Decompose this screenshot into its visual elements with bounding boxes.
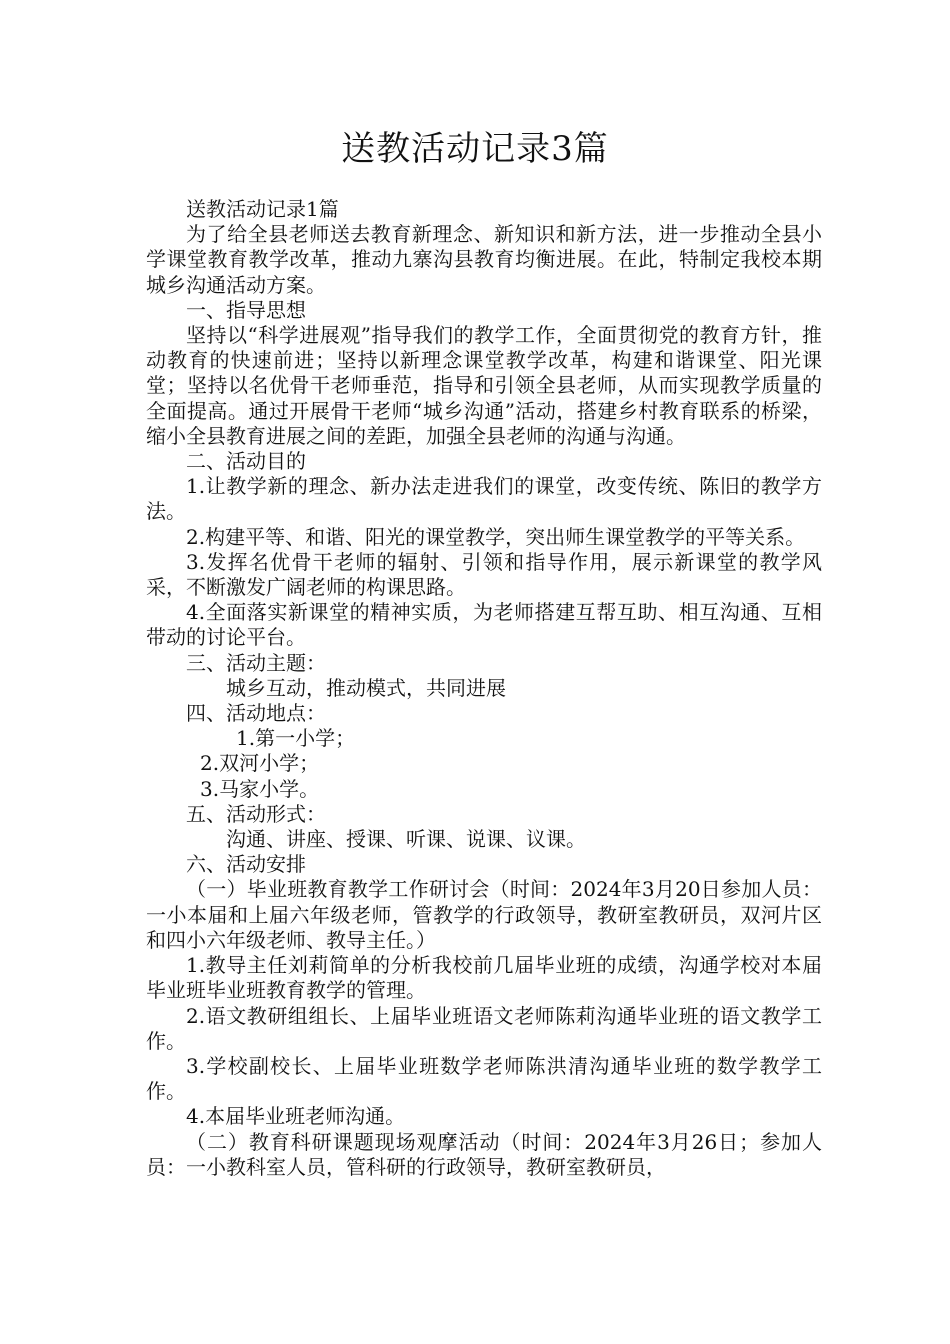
purpose-item: 1.让教学新的理念、新办法走进我们的课堂，改变传统、陈旧的教学方法。 [146, 474, 822, 524]
schedule-item: 3.学校副校长、上届毕业班数学老师陈洪清沟通毕业班的数学教学工作。 [146, 1053, 822, 1104]
schedule-part-two: （二）教育科研课题现场观摩活动（时间：2024年3月26日；参加人员：一小教科室人员，管科研的行政领导，教研室教研员， [146, 1129, 822, 1179]
section-heading-format: 五、活动形式： [186, 801, 326, 826]
guiding-ideology-paragraph: 坚持以“科学进展观”指导我们的教学工作，全面贯彻党的教育方针，推动教育的快速前进；坚持以新理念课堂教学改革，构建和谐课堂、阳光课堂；坚持以名优骨干老师垂范，指导和引领全县老师，从而实现教学质量的全面提高。通过开展骨干老师“城乡沟通”活动，搭建乡村教育联系的桥梁，缩小全县教育进展之间的差距，加强全县老师的沟通与沟通。 [146, 323, 822, 448]
intro-paragraph: 为了给全县老师送去教育新理念、新知识和新方法，进一步推动全县小学课堂教育教学改革，推动九寨沟县教育均衡进展。在此，特制定我校本期城乡沟通活动方案。 [146, 222, 822, 297]
document-title: 送教活动记录3篇 [341, 129, 609, 169]
location-item: 1.第一小学； [236, 726, 356, 751]
section-heading-guiding-ideology: 一、指导思想 [186, 297, 306, 322]
purpose-item: 3.发挥名优骨干老师的辐射、引领和指导作用，展示新课堂的教学风采，不断激发广阔老师的构课思路。 [146, 549, 822, 600]
theme-text: 城乡互动，推动模式，共同进展 [226, 675, 506, 700]
format-text: 沟通、讲座、授课、听课、说课、议课。 [226, 827, 586, 852]
schedule-item: 1.教导主任刘莉简单的分析我校前几届毕业班的成绩，沟通学校对本届毕业班毕业班教育教学的管理。 [146, 953, 822, 1003]
purpose-item: 2.构建平等、和谐、阳光的课堂教学，突出师生课堂教学的平等关系。 [186, 524, 806, 549]
schedule-item: 4.本届毕业班老师沟通。 [186, 1104, 406, 1129]
schedule-item: 2.语文教研组组长、上届毕业班语文老师陈莉沟通毕业班的语文教学工作。 [146, 1003, 822, 1053]
section-heading-location: 四、活动地点： [186, 701, 326, 726]
location-item: 2.双河小学； [200, 751, 320, 776]
section-heading-schedule: 六、活动安排 [186, 852, 306, 877]
document-body [146, 197, 822, 1180]
schedule-part-one: （一）毕业班教育教学工作研讨会（时间：2024年3月20日参加人员：一小本届和上届六年级老师，管教学的行政领导，教研室教研员，双河片区和四小六年级老师、教导主任。） [146, 877, 822, 952]
location-item: 3.马家小学。 [200, 776, 320, 801]
section-heading-purpose: 二、活动目的 [186, 449, 306, 474]
section-subtitle: 送教活动记录1篇 [186, 197, 339, 221]
section-heading-theme: 三、活动主题： [186, 650, 326, 675]
purpose-item: 4.全面落实新课堂的精神实质，为老师搭建互帮互助、相互沟通、互相带动的讨论平台。 [146, 600, 822, 650]
